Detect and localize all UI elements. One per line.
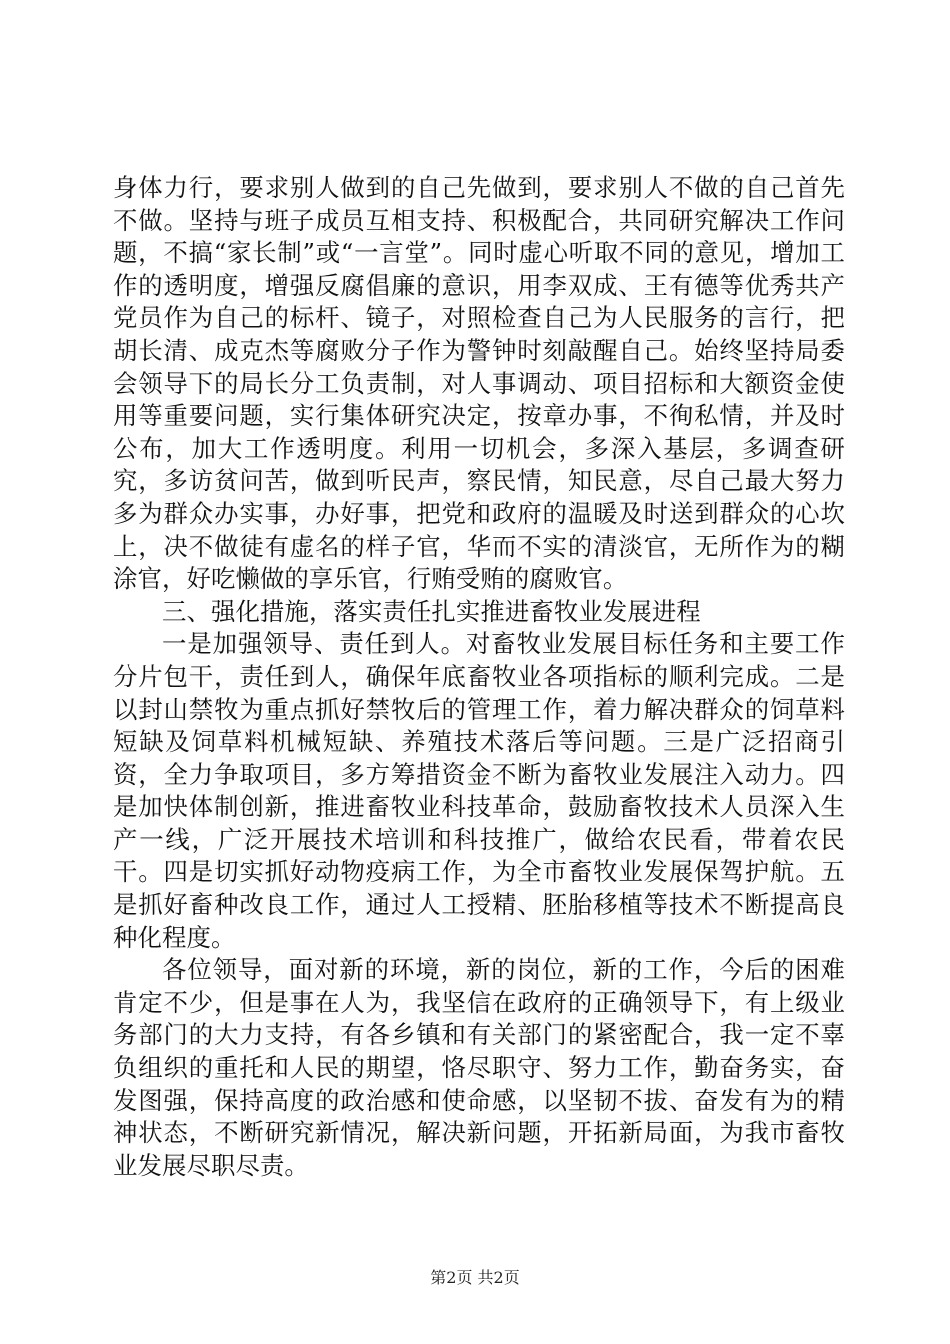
paragraph-continued: 身体力行，要求别人做到的自己先做到，要求别人不做的自己首先不做。坚持与班子成员互相支持、积极配合，共同研究解决工作问题，不搞“家长制”或“一言堂”。同时虚心听取不同的意见，增加工作的透明度，增强反腐倡廉的意识，用李双成、王有德等优秀共产党员作为自己的标杆、镜子，对照检查自己为人民服务的言行，把胡长清、成克杰等腐败分子作为警钟时刻敲醒自己。始终坚持局委会领导下的局长分工负责制，对人事调动、项目招标和大额资金使用等重要问题，实行集体研究决定，按章办事，不徇私情，并及时公布，加大工作透明度。利用一切机会，多深入基层，多调查研究，多访贫问苦，做到听民声，察民情，知民意，尽自己最大努力多为群众办实事，办好事，把党和政府的温暖及时送到群众的心坎上，决不做徒有虚名的样子官，华而不实的清淡官，无所作为的糊涂官，好吃懒做的享乐官，行贿受贿的腐败官。 [113, 173, 845, 594]
section-heading: 三、强化措施，落实责任扎实推进畜牧业发展进程 [162, 596, 701, 626]
paragraph-measures: 一是加强领导、责任到人。对畜牧业发展目标任务和主要工作分片包干，责任到人，确保年底畜牧业各项指标的顺利完成。二是以封山禁牧为重点抓好禁牧后的管理工作，着力解决群众的饲草料短缺及饲草料机械短缺、养殖技术落后等问题。三是广泛招商引资，全力争取项目，多方筹措资金不断为畜牧业发展注入动力。四是加快体制创新，推进畜牧业科技革命，鼓励畜牧技术人员深入生产一线，广泛开展技术培训和科技推广，做给农民看，带着农民干。四是切实抓好动物疫病工作，为全市畜牧业发展保驾护航。五是抓好畜种改良工作，通过人工授精、胚胎移植等技术不断提高良种化程度。 [113, 629, 845, 952]
page-footer: 第2页 共2页 [430, 1268, 520, 1287]
document-body [113, 172, 845, 1182]
paragraph-closing: 各位领导，面对新的环境，新的岗位，新的工作，今后的困难肯定不少，但是事在人为，我坚信在政府的正确领导下，有上级业务部门的大力支持，有各乡镇和有关部门的紧密配合，我一定不辜负组织的重托和人民的期望，恪尽职守、努力工作，勤奋务实，奋发图强，保持高度的政治感和使命感，以坚韧不拔、奋发有为的精神状态，不断研究新情况，解决新问题，开拓新局面，为我市畜牧业发展尽职尽责。 [113, 955, 845, 1180]
